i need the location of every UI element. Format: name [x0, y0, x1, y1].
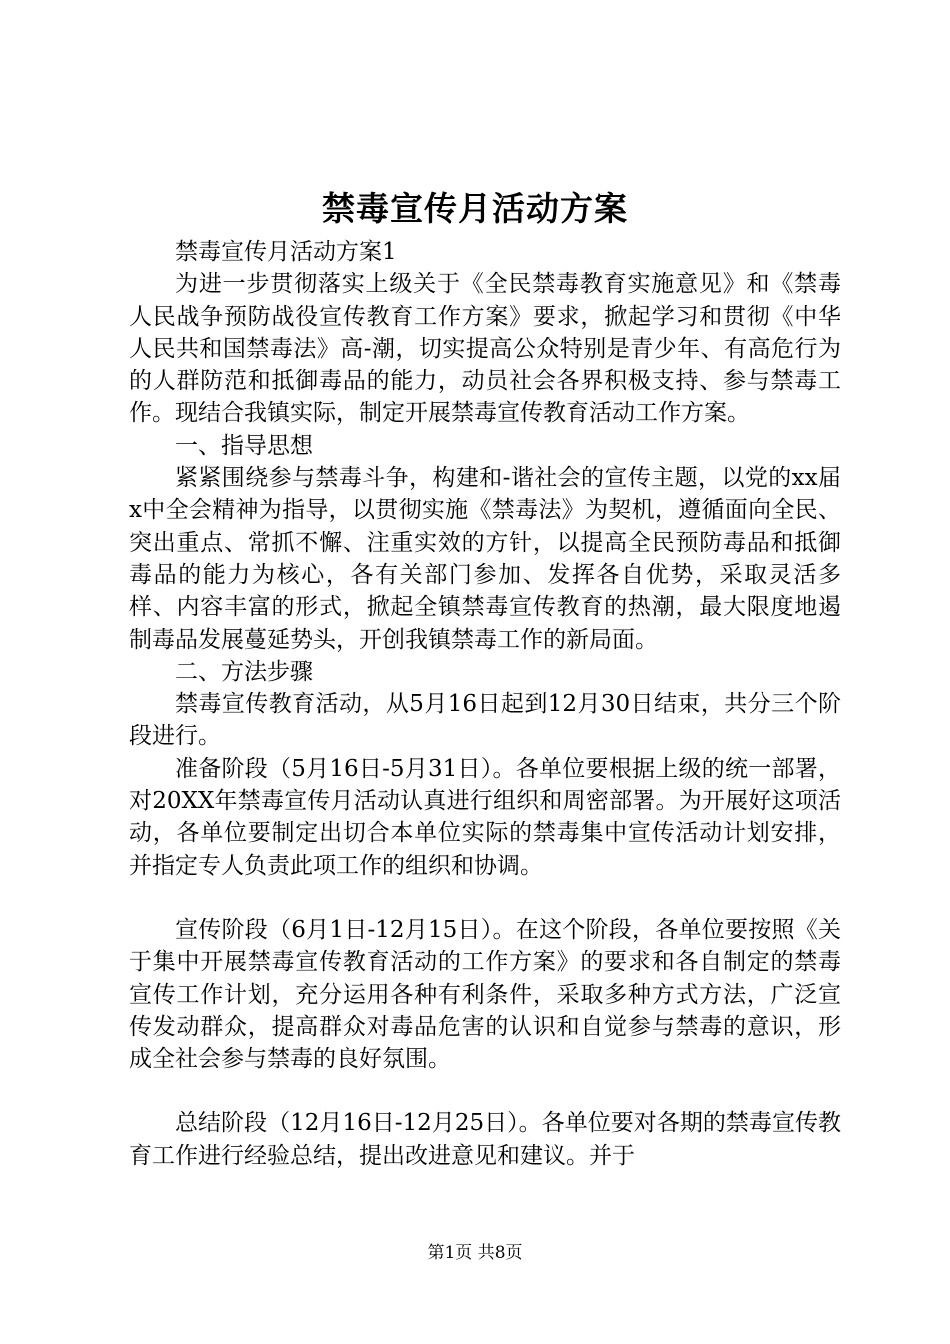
paragraph-spacer: [129, 1075, 841, 1107]
page-footer: 第1页 共8页: [427, 1243, 523, 1263]
paragraph-summary-stage: 总结阶段（12月16日-12月25日）。各单位要对各期的禁毒宣传教育工作进行经验总结，提出改进意见和建议。并于: [129, 1110, 841, 1169]
section-heading-guiding-thought: 一、指导思想: [175, 432, 313, 459]
paragraph-preparation-stage: 准备阶段（5月16日-5月31日）。各单位要根据上级的统一部署，对20XX年禁毒宣传月活动认真进行组织和周密部署。为开展好这项活动，各单位要制定出切合本单位实际的禁毒集中宣传活动计划安排，并指定专人负责此项工作的组织和协调。: [129, 755, 841, 879]
document-title: 禁毒宣传月活动方案: [322, 189, 628, 228]
paragraph-publicity-stage: 宣传阶段（6月1日-12月15日）。在这个阶段，各单位要按照《关于集中开展禁毒宣传教育活动的工作方案》的要求和各自制定的禁毒宣传工作计划，充分运用各种有利条件，采取多种方式方法，广泛宣传发动群众，提高群众对毒品危害的认识和自觉参与禁毒的意识，形成全社会参与禁毒的良好氛围。: [129, 916, 841, 1073]
paragraph-intro: 为进一步贯彻落实上级关于《全民禁毒教育实施意见》和《禁毒人民战争预防战役宣传教育工作方案》要求，掀起学习和贯彻《中华人民共和国禁毒法》高-潮，切实提高公众特别是青少年、有高危行为的人群防范和抵御毒品的能力，动员社会各界积极支持、参与禁毒工作。现结合我镇实际，制定开展禁毒宣传教育活动工作方案。: [129, 271, 841, 427]
paragraph-guiding-thought: 紧紧围绕参与禁毒斗争，构建和-谐社会的宣传主题，以党的xx届x中全会精神为指导，以贯彻实施《禁毒法》为契机，遵循面向全民、突出重点、常抓不懈、注重实效的方针，以提高全民预防毒品和抵御毒品的能力为核心，各有关部门参加、发挥各自优势，采取灵活多样、内容丰富的形式，掀起全镇禁毒宣传教育的热潮，最大限度地遏制毒品发展蔓延势头，开创我镇禁毒工作的新局面。: [129, 465, 841, 653]
paragraph-activity-period: 禁毒宣传教育活动，从5月16日起到12月30日结束，共分三个阶段进行。: [129, 691, 841, 750]
document-body: [129, 236, 841, 1172]
subtitle-line: [129, 236, 841, 268]
section-heading-method-steps: 二、方法步骤: [175, 658, 313, 685]
paragraph-spacer: [129, 882, 841, 914]
subtitle-text: 禁毒宣传月活动方案1: [175, 239, 397, 265]
